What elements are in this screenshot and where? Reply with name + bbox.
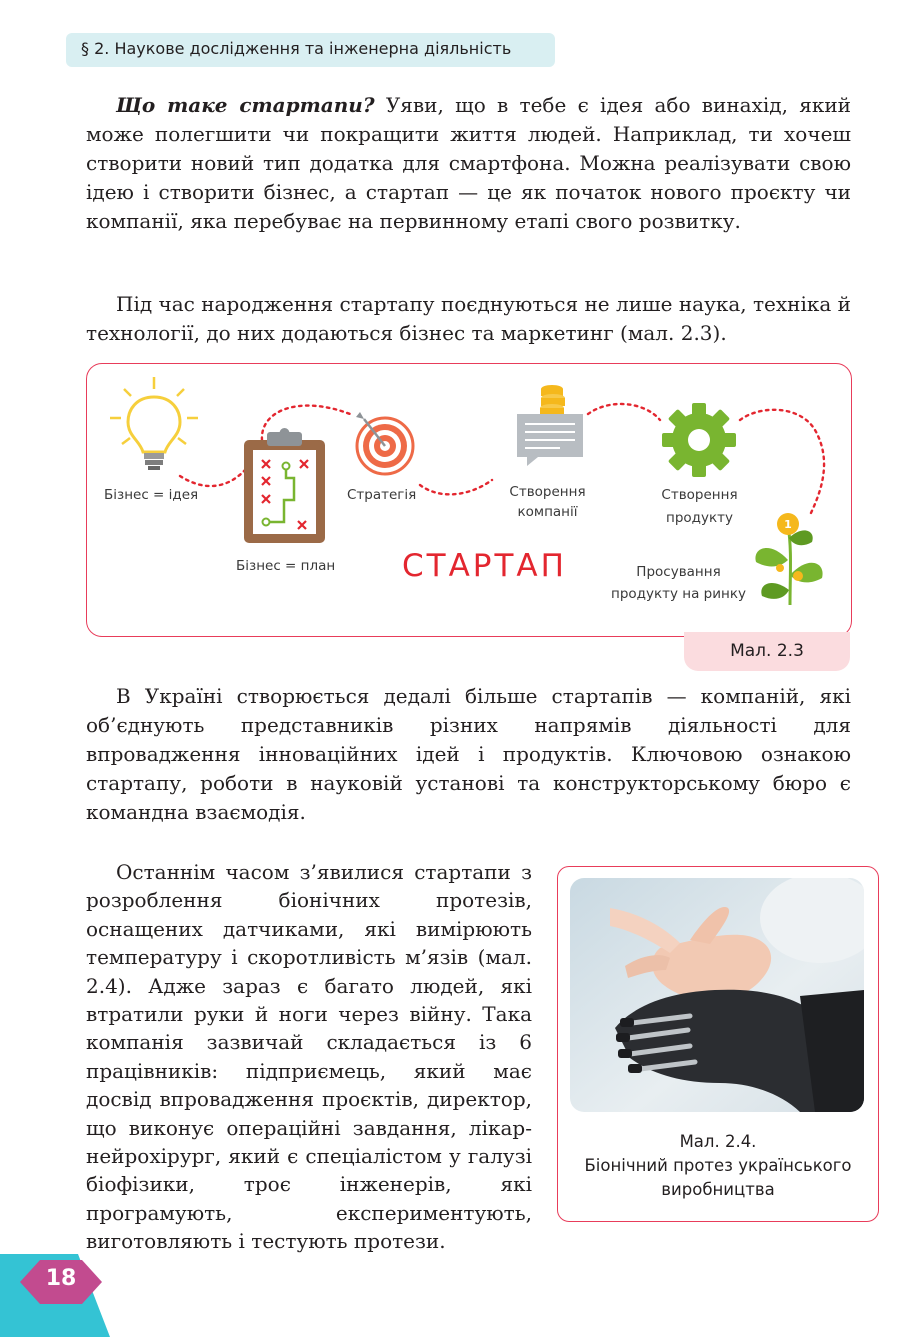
label-company-creation (500, 484, 595, 520)
caption-line: виробництва (661, 1180, 775, 1199)
paragraph-body: Під час народження стартапу поєднуються не лише наука, техніка й технології, до них додаються бізнес та маркетинг (мал. 2.3). (86, 292, 851, 345)
bionic-hand-photo (570, 878, 864, 1112)
paragraph-body: Останнім часом з’явилися стартапи з розроблення біонічних протезів, оснащених датчиками, які вимірюють температуру і скоротливість м’язів (мал. 2.4). Адже зараз є багато людей, які втратили руки й ноги через війну. Така компанія зазвичай складається із 6 працівників: підприємець, який має досвід впровадження проєктів, директор, що виконує операційні завдання, лікар-нейрохірург, який є спеціалістом у галузі біофізики, троє інженерів, які програмують, експериментують, виготовляють і тестують протези. (86, 860, 532, 1254)
caption-line: Мал. 2.4. (679, 1132, 757, 1151)
svg-text:1: 1 (784, 518, 792, 531)
clipboard-plan-icon (244, 428, 325, 543)
target-icon (356, 412, 413, 474)
label-line: Створення (509, 484, 586, 500)
figure-caption: Мал. 2.3 (730, 641, 804, 661)
paragraph-lead: Що таке стартапи? (116, 93, 375, 117)
label-line: Створення (661, 487, 738, 503)
photo-caption (557, 1130, 879, 1202)
section-title: § 2. Наукове дослідження та інженерна діяльність (81, 39, 512, 58)
money-plant-icon (755, 513, 822, 605)
company-coins-document-icon (517, 385, 583, 466)
paragraph-bionic-startups (86, 858, 532, 1256)
paragraph-startups-ukraine (86, 682, 851, 827)
light-bulb-icon (110, 377, 198, 470)
caption-line: Біонічний протез українського (584, 1156, 852, 1175)
startup-title: СТАРТАП (402, 548, 567, 584)
label-business-idea: Бізнес = ідея (104, 487, 199, 503)
paragraph-body: Уяви, що в тебе є ідея або винахід, який може полегшити чи покращити життя людей. Наприклад, ти хочеш створити новий тип додатка для смартфона. Можна реалізувати свою ідею і створити бізнес, а стартап — це як початок нового проєкту чи компанії, яка перебуває на первинному етапі свого розвитку. (86, 93, 852, 233)
label-product-promotion (606, 564, 751, 602)
label-line: Просування (636, 564, 721, 580)
label-line: продукту на ринку (611, 586, 746, 602)
page-number: 18 (45, 1266, 77, 1291)
gear-product-icon (662, 403, 736, 477)
label-line: компанії (517, 504, 578, 520)
label-strategy: Стратегія (347, 487, 417, 503)
label-business-plan: Бізнес = план (236, 558, 336, 574)
label-line: продукту (666, 510, 733, 526)
label-product-creation (652, 487, 747, 526)
paragraph-body: В Україні створюється дедалі більше стартапів — компаній, які об’єднують представників різних напрямів діяльності для впровадження інноваційних ідей і продуктів. Ключовою ознакою стартапу, роботи в науковій установі та конструкторському бюро є командна взаємодія. (86, 684, 851, 824)
